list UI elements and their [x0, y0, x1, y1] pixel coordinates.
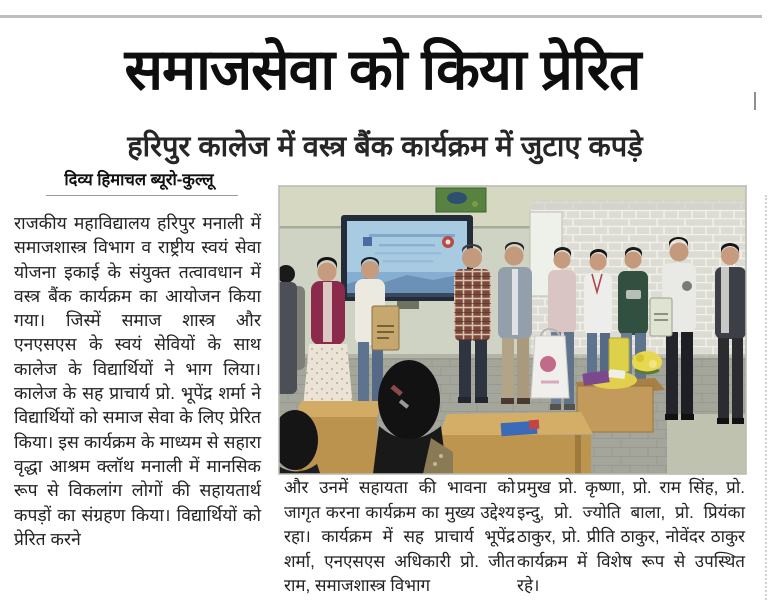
- clothes-box: [575, 369, 665, 432]
- wall-poster: [436, 188, 486, 212]
- shopping-bag: [531, 329, 569, 398]
- donation-bag: [372, 306, 399, 350]
- body-column-3: प्रमुख प्रो. कृष्णा, प्रो. राम सिंह, प्रो. इन्दु, प्रो. ज्योति बाला, प्रो. प्रियंका ठाकुर, प्रो. प्रीति ठाकुर, नोवेंदर ठाकुर कार्यक्रम में विशेष रूप से उपस्थित रहे।: [517, 478, 745, 595]
- body-column-2: और उनमें सहायता की भावना को जागृत करना कार्यक्रम का मुख्य उद्देश्य रहा। कार्यक्रम में सह प्राचार्य भूपेंद्र शर्मा, एनएसएस अधिकारी प्रो. जीत राम, समाजशास्त्र विभाग: [284, 478, 515, 595]
- carried-bag: [650, 298, 672, 336]
- subheadline: हरिपुर कालेज में वस्त्र बैंक कार्यक्रम में जुटाए कपड़े: [127, 131, 643, 163]
- body-column-1: राजकीय महाविद्यालय हरिपुर मनाली में समाजशास्त्र विभाग व राष्ट्रीय स्वयं सेवा योजना इकाई के संयुक्त तत्वावधान में वस्त्र बैंक कार्यक्रम का आयोजन किया गया। जिस्में समाज शास्त्र और एनएसएस के स्वयं सेवियों के साथ कालेज के विद्यार्थियों ने भाग लिया। कालेज के सह प्राचार्य प्रो. भूपेंद्र शर्मा ने विद्यार्थियों को समाज सेवा के लिए प्रेरित किया। इस कार्यक्रम के माध्यम से सहारा वृद्धा आश्रम क्लॉथ मनाली में मानसिक रूप से विकलांग लोगों की सहायतार्थ कपड़ों का संग्रहण किया। विद्यार्थियों को प्रेरित करने: [14, 213, 261, 549]
- page-edge-dotted-rule: [765, 195, 767, 600]
- byline: दिव्य हिमाचल ब्यूरो-कुल्लू: [64, 171, 214, 189]
- byline-underline: [46, 195, 238, 196]
- yellow-bag: [609, 338, 629, 372]
- flower-bouquet: [632, 351, 662, 373]
- desk-right: [439, 412, 593, 474]
- news-photo: [278, 185, 747, 475]
- standing-person-1: [279, 265, 297, 394]
- classroom-photo-illustration: [279, 186, 746, 474]
- headline: समाजसेवा को किया प्रेरित: [124, 38, 641, 102]
- top-divider-rule: [0, 15, 762, 18]
- adjacent-column-tick: [754, 92, 756, 110]
